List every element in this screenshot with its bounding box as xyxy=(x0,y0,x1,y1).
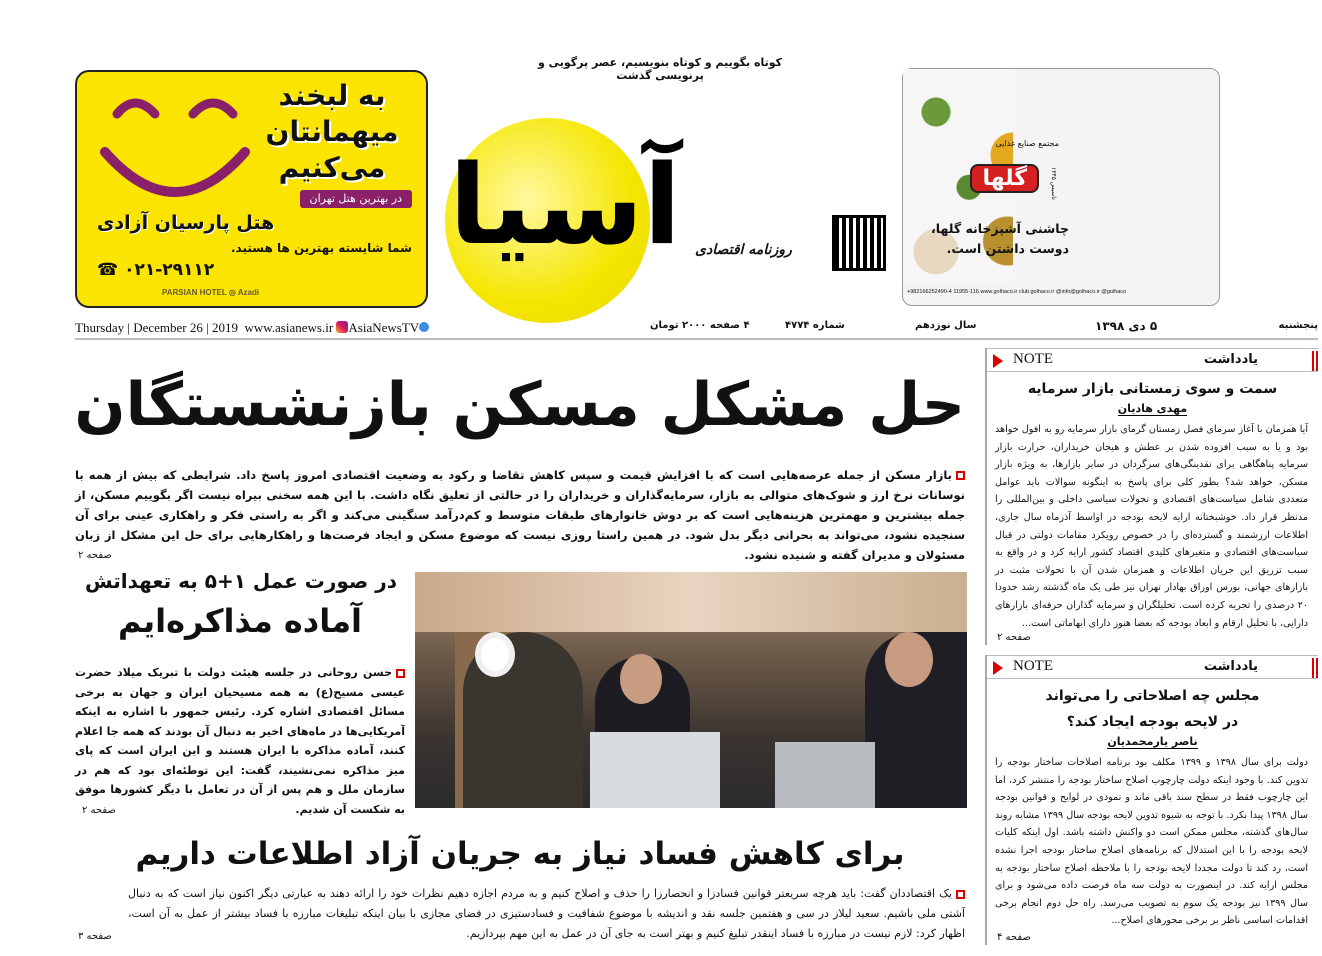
story3-headline[interactable]: برای کاهش فساد نیاز به جریان آزاد اطلاعات داریم xyxy=(135,836,905,872)
instagram-icon xyxy=(336,321,348,333)
note-title[interactable]: مجلس چه اصلاحاتی را می‌تواند در لایحه بودجه ایجاد کند؟ xyxy=(1045,688,1260,730)
story2-page-ref[interactable]: صفحه ۲ xyxy=(82,805,116,816)
play-triangle-icon xyxy=(993,354,1003,368)
golha-contact: +982166252490-4 11955-116 www.golhaco.ir club.golhaco.ir @info@golhaco.ir @golhaco xyxy=(907,289,1127,295)
bullet-icon xyxy=(956,890,965,899)
ad-headline-line3: می‌کنیم xyxy=(278,151,386,184)
note-page-ref[interactable]: صفحه ۲ xyxy=(997,632,1031,643)
bullet-icon xyxy=(956,471,965,480)
ad-headline-line2: میهمانتان xyxy=(265,115,399,148)
main-headline[interactable]: حل مشکل مسکن بازنشستگان xyxy=(74,370,965,440)
note-author: مهدی هادیان xyxy=(1117,402,1188,415)
story2-headline[interactable]: آماده مذاکره‌ایم xyxy=(118,602,362,640)
golha-advertisement[interactable] xyxy=(902,68,1220,306)
bullet-icon xyxy=(396,669,405,678)
masthead-tagline: کوتاه بگوییم و کوتاه بنویسیم، عصر پرگویی و پرنویسی گذشت xyxy=(537,56,783,82)
ad-badge: در بهترین هتل تهران xyxy=(300,190,412,208)
weekday: پنجشنبه xyxy=(1278,320,1318,331)
persian-date: ۵ دی ۱۳۹۸ xyxy=(1095,319,1158,333)
newspaper-logo: آسیا xyxy=(448,141,682,269)
note-label: یادداشت xyxy=(1203,352,1258,367)
qr-code-icon[interactable] xyxy=(832,215,886,271)
ad-headline-line1: به لبخند xyxy=(278,79,386,112)
hotel-advertisement[interactable] xyxy=(75,70,428,308)
masthead-subtitle: روزنامه اقتصادی xyxy=(695,242,792,258)
note-title[interactable]: سمت و سوی زمستانی بازار سرمایه xyxy=(1027,381,1278,397)
note-header xyxy=(987,348,1318,372)
story3-page-ref[interactable]: صفحه ۳ xyxy=(78,931,112,942)
social-handle[interactable]: AsiaNewsTV xyxy=(348,320,420,335)
note-header xyxy=(987,655,1318,679)
note-author: ناصر یارمحمدیان xyxy=(1107,735,1198,748)
pages-price: ۴ صفحه ۲۰۰۰ تومان xyxy=(650,320,750,331)
story3-body: یک اقتصاددان گفت: باید هرچه سریعتر قوانین فسادزا و انحصارزا را حذف و اصلاح کنیم و به مردم اجازه دهیم نظرات خود را ارائه دهند به عبارتی دیگر اکنون نیاز است که به دنبال آشتی ملی باشیم. سعید لیلاز در سی و هفتمین جلسه نقد و اندیشه با موضوع شفافیت و فسادستیزی در فضای مجازی با بیان اینکه تبلیغات مبارزه با فساد بیشتر از عمل به آن است، اظهار کرد: لازم نیست در مبارزه با فساد اینقدر تبلیغ کنیم و بهتر است به جای آن در عمل به این مهم بپردازیم. xyxy=(128,887,965,940)
golha-founded: تاسیس ۱۳۴۵ xyxy=(1050,167,1057,200)
ad-brand-logo: PARSIAN HOTEL ◎ Azadi xyxy=(162,288,260,297)
play-triangle-icon xyxy=(993,661,1003,675)
note-column-item xyxy=(985,348,1318,645)
golha-group: مجتمع صنایع غذایی xyxy=(995,139,1059,148)
date-bar xyxy=(75,318,1318,340)
note-column-item xyxy=(985,655,1318,945)
ad-slogan: شما شایسته بهترین ها هستید. xyxy=(230,241,412,255)
golha-logo: گلها xyxy=(970,164,1039,193)
cabinet-meeting-photo xyxy=(415,572,967,808)
ad-phone: ۰۲۱-۲۹۱۱۲ xyxy=(124,260,215,280)
note-label-en: NOTE xyxy=(1013,658,1053,674)
issue-number: شماره ۴۷۷۴ xyxy=(785,320,845,331)
note-body: دولت برای سال ۱۳۹۸ و ۱۳۹۹ مکلف بود برنامه اصلاحات ساختار بودجه را تدوین کند. با وجود اینکه دولت چارچوب اصلاح ساختار بودجه را منتشر کرد، اما این چارچوب فقط در سطح سند باقی ماند و نمودی در لوایح و قوانین بودجه سال ۱۳۹۸ پیدا نکرد. با توجه به شیوه تدوین لایحه بودجه سال ۱۳۹۹ مشابه روند سال‌های گذشته، مجلس ممکن است دو واکنش داشته باشد. اول اینکه کلیات لایحه بودجه را با این استدلال که برنامه‌های اصلاح ساختار بودجه اجرا نشده است، رد کند تا دولت مجددا لایحه بودجه را با ملاحظه اصلاح ساختار بودجه به مجلس ارایه کند. در اینصورت به دولت سه ماه فرصت داده می‌شود و برای سال ۱۳۹۹ نیز بودجه یک سوم به تصویب می‌رسد. راه حل دوم انجام برخی اقدامات اساسی ناظر بر برخی محورهای اصلاح... xyxy=(995,757,1309,927)
note-body: آیا همزمان با آغاز سرمای فصل زمستان گرمای بازار سرمایه رو به افول خواهد بود و یا به سبب افزوده شدن بر عطش و هیجان خریداران، حرارت بازار سرمایه پناهگاهی برای نقدینگی‌های سرگردان در سایر بازارها، به ویژه بازار مسکن، خواهد شد؟ بطور کلی برای پاسخ به اینگونه سوالات باید عوامل متعددی شامل سیاست‌های اقتصادی و تحولات سیاسی داخلی و بین‌المللی را مدنظر قرار داد. خوشبختانه ارایه لایحه بودجه در اواسط آذرماه سال جاری، اطلاعات ارزشمند و گسترده‌ای را در خصوص رویکرد مقامات دولتی در قبال سیاست‌های اقتصادی و متغیرهای کلیدی اقتصاد کشور ارایه کرد و در واقع به سبب تزریق این جریان اطلاعات و همزمان شدن آن با تحولات مثبت در بازارهای جهانی، بورس اوراق بهادار تهران نیز طی یک ماه گذشته رشد حدودا ۲۰ درصدی را تجربه کرده است. تحلیلگران و سرمایه گذاران حرفه‌ای بازارهای دارایی، با تحلیل ارقام و ابعاد بودجه که بعضا هنوز دارای ابهاماتی است... xyxy=(995,424,1308,629)
note-marker xyxy=(1312,351,1318,371)
golha-slogan-2: دوست داشتن است. xyxy=(946,241,1069,256)
main-lead: بازار مسکن از جمله عرصه‌هایی است که با افزایش قیمت و سپس کاهش تقاضا و رکود به وضعیت اقتصادی امروز پاسخ داد. شرایطی که بیش از همه با نوسانات نرخ ارز و شوک‌های متوالی به بازار، سرمایه‌گذاران و خریداران را در حالتی از تعلیق نگاه داشت. با این همه سخنی بیراه نیست اگر بگوییم مسکن، از جمله بیشترین و مهمترین هزینه‌هایی است که بر دوش خانوارهای طبقات متوسط و کم‌درآمد سنگینی می‌کند و اگر به راستی فکر و راهکاری عینی برای آن سنجیده نشود، می‌تواند به بحرانی دیگر بدل شود. در همین راستا روزی نیست که موضوع مسکن و ایجاد فرصت‌ها و راهکارهایی برای حل این مشکل از زبان مسئولان و مدیران گفته و شنیده نشود. xyxy=(75,468,965,562)
story2-body: حسن روحانی در جلسه هیئت دولت با تبریک میلاد حضرت عیسی مسیح(ع) به همه مسیحیان ایران و جهان به برخی مسائل اقتصادی اشاره کرد. رئیس جمهور با اشاره به اینکه آمریکایی‌ها در ماه‌های اخیر به دنبال آن بودند که همه جا اعلام کنند، آماده مذاکره با ایران هستند و این ایران است که پای میز مذاکره نمی‌نشیند، گفت: این توطئه‌ای بود که هم در سازمان ملل و هم پس از آن در تعامل با دیگر کشورها موفق به شکست آن شدیم. xyxy=(75,666,405,816)
verified-icon xyxy=(419,322,429,332)
note-marker xyxy=(1312,658,1318,678)
volume-year: سال نوزدهم xyxy=(915,320,977,331)
main-page-ref[interactable]: صفحه ۲ xyxy=(78,550,112,561)
note-label-en: NOTE xyxy=(1013,351,1053,367)
note-page-ref[interactable]: صفحه ۴ xyxy=(997,932,1031,943)
story2-kicker: در صورت عمل ۱+۵ به تعهداتش xyxy=(84,569,398,593)
note-label: یادداشت xyxy=(1203,659,1258,674)
english-date: Thursday | December 26 | 2019 xyxy=(75,320,238,335)
golha-slogan-1: چاشنی آشپزخانه گلها، xyxy=(931,221,1069,236)
smiley-icon xyxy=(95,82,265,207)
ad-hotel-name: هتل پارسیان آزادی xyxy=(97,212,275,234)
website-link[interactable]: www.asianews.ir xyxy=(244,320,334,335)
phone-icon: ☎ xyxy=(97,260,125,280)
